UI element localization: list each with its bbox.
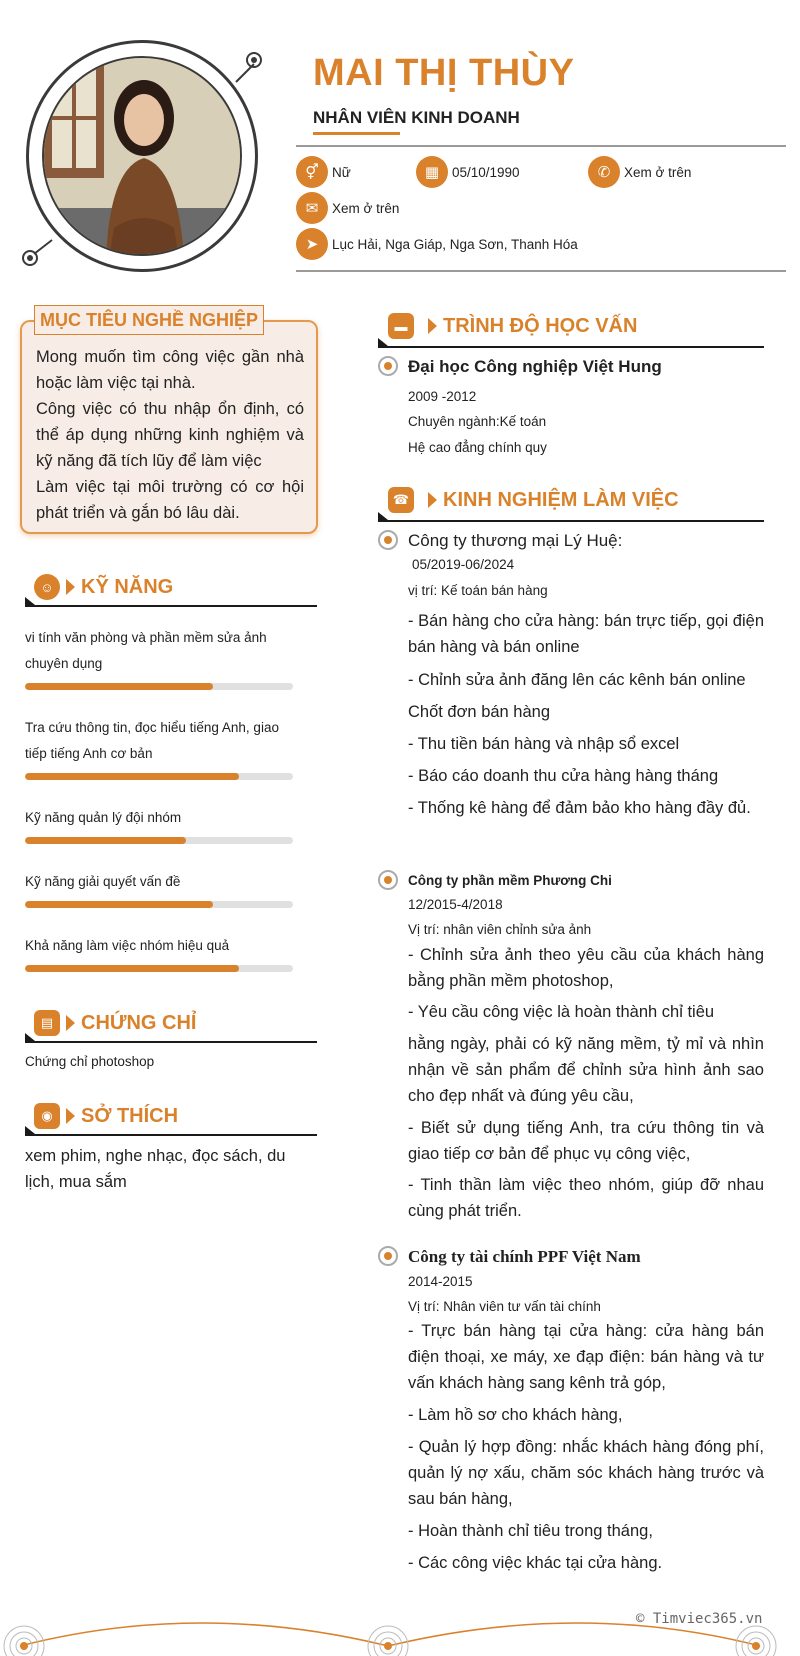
hobbies-divider: [25, 1134, 317, 1136]
watermark: © Timviec365.vn: [636, 1611, 763, 1627]
skill-bar: [25, 965, 293, 972]
contact-email: [296, 192, 399, 224]
calendar-icon: ▦: [416, 156, 448, 188]
job-company: Công ty tài chính PPF Việt Nam: [408, 1247, 641, 1266]
experience-divider: [378, 520, 764, 522]
timeline-bullet: [378, 530, 398, 550]
education-level: Hệ cao đẳng chính quy: [408, 440, 547, 455]
skill-bar-fill: [25, 965, 239, 972]
experience-divider-corner: [378, 512, 388, 520]
job-duty: - Chỉnh sửa ảnh theo yêu cầu của khách hàng bằng phần mềm photoshop,: [408, 946, 764, 990]
job-duty: - Tinh thần làm việc theo nhóm, giúp đỡ nhau cùng phát triển.: [408, 1176, 764, 1220]
email-icon: ✉: [296, 192, 328, 224]
section-arrow-icon: [428, 318, 437, 334]
timeline-bullet: [378, 356, 398, 376]
job-title-underline: [313, 132, 400, 135]
job-title: NHÂN VIÊN KINH DOANH: [313, 108, 520, 127]
objective-text: Mong muốn tìm công việc gần nhà hoặc làm việc tại nhà. Công việc có thu nhập ổn định, có thể áp dụng những kinh nghiệm và kỹ năng đã tích lũy để làm việc Làm việc tại môi trường có cơ hội phát triển và gắn bó lâu dài.: [36, 348, 304, 522]
gamepad-icon: ◉: [34, 1103, 60, 1129]
skill-bar-fill: [25, 901, 213, 908]
job-duty: - Chỉnh sửa ảnh đăng lên các kênh bán online: [408, 671, 746, 689]
skill-bar-fill: [25, 683, 213, 690]
job-company: Công ty phần mềm Phương Chi: [408, 873, 612, 888]
timeline-bullet: [378, 870, 398, 890]
contact-dob-value: 05/10/1990: [452, 164, 520, 180]
education-divider-corner: [378, 338, 388, 346]
certificate-icon: ▤: [34, 1010, 60, 1036]
skill-label: vi tính văn phòng và phần mềm sửa ảnh chuyên dụng: [25, 630, 267, 671]
avatar-portrait: [44, 58, 242, 256]
brain-icon: ☺: [34, 574, 60, 600]
job-duty: - Quản lý hợp đồng: nhắc khách hàng đóng phí, quản lý nợ xấu, chăm sóc khách hàng trước và sau bán hàng,: [408, 1438, 764, 1508]
contact-gender: [296, 156, 351, 188]
skill-bar: [25, 837, 293, 844]
job-period: 2014-2015: [408, 1274, 473, 1289]
skill-bar-fill: [25, 837, 186, 844]
experience-section-title: [388, 487, 679, 513]
skill-bar: [25, 683, 293, 690]
section-arrow-icon: [428, 492, 437, 508]
job-duty: - Thu tiền bán hàng và nhập sổ excel: [408, 735, 680, 753]
job-duty: - Hoàn thành chỉ tiêu trong tháng,: [408, 1522, 653, 1540]
objective-box: [20, 320, 318, 534]
job-company: Công ty thương mại Lý Huệ:: [408, 531, 623, 550]
certificates-section-title: [34, 1010, 196, 1036]
skill-label: Khả năng làm việc nhóm hiệu quả: [25, 938, 230, 953]
job-duty: Chốt đơn bán hàng: [408, 703, 551, 721]
hobbies-section-title: [34, 1103, 178, 1129]
job-duty: hằng ngày, phải có kỹ năng mềm, tỷ mỉ và nhìn nhận về sản phẩm để chỉnh sửa hình ảnh sao cho đẹp nhất và đúng yêu cầu,: [408, 1035, 764, 1105]
contact-gender-value: Nữ: [332, 164, 351, 180]
telephone-icon: ☎: [388, 487, 414, 513]
skill-label: Kỹ năng quản lý đội nhóm: [25, 810, 182, 825]
header-divider-top: [296, 145, 786, 147]
certificate-item: Chứng chỉ photoshop: [25, 1054, 155, 1069]
education-divider: [378, 346, 764, 348]
contact-address: [296, 228, 578, 260]
job-duty: - Làm hồ sơ cho khách hàng,: [408, 1406, 623, 1424]
section-arrow-icon: [66, 1108, 75, 1124]
education-period: 2009 -2012: [408, 389, 477, 404]
certificates-divider-corner: [25, 1033, 35, 1041]
phone-icon: ✆: [588, 156, 620, 188]
contact-phone-value: Xem ở trên: [624, 164, 692, 180]
job-duty: - Trực bán hàng tại cửa hàng: cửa hàng bán điện thoại, xe máy, xe đạp điện: bán hàng và tư vấn khách hàng sang kênh trả góp,: [408, 1322, 764, 1392]
hobbies-text: xem phim, nghe nhạc, đọc sách, du lịch, mua sắm: [25, 1147, 286, 1191]
job-position: vị trí: Kế toán bán hàng: [408, 583, 548, 598]
contact-phone: [588, 156, 691, 188]
section-arrow-icon: [66, 1015, 75, 1031]
skill-label: Tra cứu thông tin, đọc hiểu tiếng Anh, giao tiếp tiếng Anh cơ bản: [25, 720, 279, 761]
job-period: 05/2019-06/2024: [412, 557, 515, 572]
skill-bar: [25, 773, 293, 780]
header-divider-bottom: [296, 270, 786, 272]
hobbies-title-text: SỞ THÍCH: [81, 1104, 179, 1127]
job-duty: - Biết sử dụng tiếng Anh, tra cứu thông tin và giao tiếp cơ bản để phục vụ công việc,: [408, 1119, 764, 1163]
briefcase-icon: ▬: [388, 313, 414, 339]
education-section-title: [388, 313, 637, 339]
skill-bar-fill: [25, 773, 239, 780]
job-position: Vị trí: Nhân viên tư vấn tài chính: [408, 1299, 601, 1314]
contact-dob: [416, 156, 520, 188]
job-period: 12/2015-4/2018: [408, 897, 503, 912]
job-position: Vị trí: nhân viên chỉnh sửa ảnh: [408, 922, 592, 937]
contact-address-value: Lục Hải, Nga Giáp, Nga Sơn, Thanh Hóa: [332, 236, 578, 252]
location-icon: ➤: [296, 228, 328, 260]
job-duty: - Bán hàng cho cửa hàng: bán trực tiếp, gọi điện bán hàng và bán online: [408, 612, 764, 656]
timeline-bullet: [378, 1246, 398, 1266]
experience-title-text: KINH NGHIỆM LÀM VIỆC: [443, 488, 679, 511]
job-duty: - Báo cáo doanh thu cửa hàng hàng tháng: [408, 767, 719, 785]
skills-title-text: KỸ NĂNG: [81, 575, 174, 598]
candidate-name: MAI THỊ THÙY: [313, 52, 575, 94]
objective-title: MỤC TIÊU NGHỀ NGHIỆP: [34, 305, 264, 335]
skills-section-title: [34, 574, 173, 600]
skill-label: Kỹ năng giải quyết vấn đề: [25, 874, 181, 889]
section-arrow-icon: [66, 579, 75, 595]
certificates-title-text: CHỨNG CHỈ: [81, 1011, 197, 1034]
job-duty: - Yêu cầu công việc là hoàn thành chỉ tiêu: [408, 1003, 715, 1021]
skill-bar: [25, 901, 293, 908]
contact-email-value: Xem ở trên: [332, 200, 400, 216]
skills-divider: [25, 605, 317, 607]
job-duty: - Các công việc khác tại cửa hàng.: [408, 1554, 663, 1572]
hobbies-divider-corner: [25, 1126, 35, 1134]
gender-icon: ⚥: [296, 156, 328, 188]
education-title-text: TRÌNH ĐỘ HỌC VẤN: [443, 314, 638, 337]
certificates-divider: [25, 1041, 317, 1043]
education-school: Đại học Công nghiệp Việt Hung: [408, 357, 662, 376]
avatar: [42, 56, 242, 256]
skills-divider-corner: [25, 597, 35, 605]
job-duty: - Thống kê hàng để đảm bảo kho hàng đầy đủ.: [408, 799, 751, 817]
education-major: Chuyên ngành:Kế toán: [408, 414, 547, 429]
